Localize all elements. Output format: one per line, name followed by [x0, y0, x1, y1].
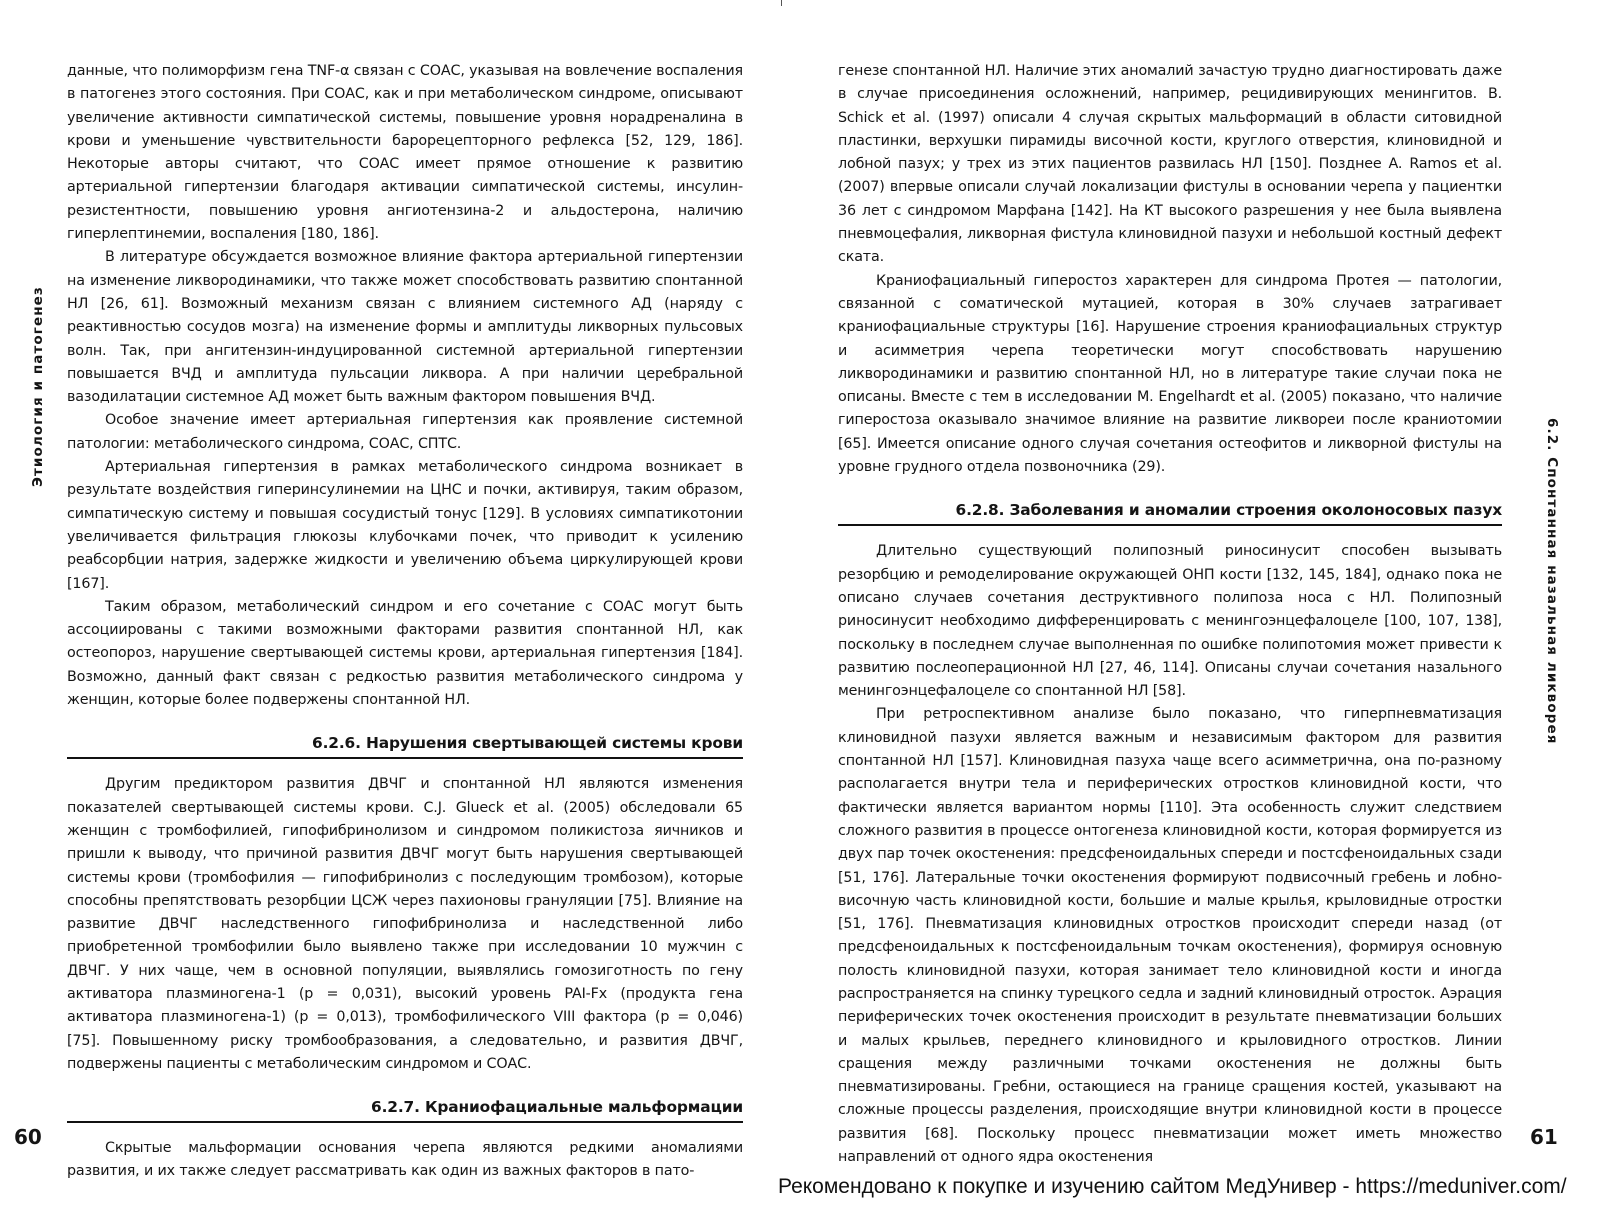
left-running-title: Этиология и патогенез [30, 286, 46, 487]
left-paragraph-4: Артериальная гипертензия в рамках метаболического синдрома возникает в результате воздействия гиперинсулинемии на ЦНС и почки, активируя, таким образом, симпатическую систему и повышая сосудистый тонус [129]. В условиях симпатикотонии увеличивается фильтрация глюкозы клубочками почек, что приводит к усилению реабсорбции натрия, задержке жидкости и увеличению объема циркулирующей крови [167]. [67, 459, 743, 592]
section-heading-6-2-8: 6.2.8. Заболевания и аномалии строения околоносовых пазух [838, 499, 1502, 526]
right-paragraph-2: Краниофациальный гиперостоз характерен для синдрома Протея — патологии, связанной с соматической мутацией, которая в 30% случаев затрагивает краниофациальные структуры [16]. Нарушение строения краниофациальных структур и асимметрия черепа теоретически могут способствовать нарушению ликвородинамики и развитию спонтанной НЛ, но в литературе такие случаи пока не описаны. Вместе с тем в исследовании M. Engelhardt et al. (2005) показано, что наличие гиперостоза оказывало значимое влияние на развитие ликвореи после краниотомии [65]. Имеется описание одного случая сочетания остеофитов и ликворной фистулы на уровне грудного отдела позвоночника (29). [838, 272, 1502, 476]
left-paragraph-1: данные, что полиморфизм гена TNF-α связан с СОАС, указывая на вовлечение воспаления в патогенез этого состояния. При СОАС, как и при метаболическом синдроме, описывают увеличение активности симпатической системы, повышение уровня норадреналина в крови и уменьшение чувствительности барорецепторного рефлекса [52, 129, 186]. Некоторые авторы считают, что СОАС имеет прямое отношение к развитию артериальной гипертензии благодаря активации симпатической системы, инсулин-резистентности, повышению уровня ангиотензина-2 и альдостерона, наличию гиперлептинемии, воспаления [180, 186]. [67, 63, 743, 243]
right-page-body [838, 60, 1502, 1169]
right-paragraph-1: генезе спонтанной НЛ. Наличие этих аномалий зачастую трудно диагностировать даже в случае присоединения осложнений, например, рецидивирующих менингитов. B. Schick et al. (1997) описали 4 случая скрытых мальформаций в области ситовидной пластинки, верхушки пирамиды височной кости, круглого отверстия, клиновидной и лобной пазух; у трех из этих пациентов развилась НЛ [150]. Позднее A. Ramos et al. (2007) впервые описали случай локализации фистулы в основании черепа у пациентки 36 лет с синдромом Марфана [142]. На КТ высокого разрешения у нее была выявлена пневмоцефалия, ликворная фистула клиновидной пазухи и небольшой костный дефект ската. [838, 63, 1502, 266]
right-paragraph-4: При ретроспективном анализе было показано, что гиперпневматизация клиновидной пазухи является важным и независимым фактором для развития спонтанной НЛ [157]. Клиновидная пазуха чаще всего асимметрична, она по-разному располагается внутри тела и периферических отростков клиновидной кости, что фактически является вариантом нормы [110]. Эта особенность служит следствием сложного развития в процессе онтогенеза клиновидной кости, которая формируется из двух пар точек окостенения: предсфеноидальных спереди и постсфеноидальных сзади [51, 176]. Латеральные точки окостенения формируют подвисочный гребень и лобно-височную часть клиновидной кости, большие и малые крылья, крыловидные отростки [51, 176]. Пневматизация клиновидных отростков происходит спереди назад (от предсфеноидальных к постсфеноидальным точкам окостенения), формируя основную полость клиновидной пазухи, которая занимает тело клиновидной кости и иногда распространяется на спинку турецкого седла и задний клиновидный отросток. Аэрация периферических точек окостенения происходит в результате пневматизации больших и малых крыльев, переднего клиновидного и крыловидного отростков. Линии сращения между различными точками окостенения не должны быть пневматизированы. Гребни, остающиеся на границе сращения костей, указывают на сложные процессы разделения, происходящие внутри клиновидной кости в процессе развития [68]. Поскольку процесс пневматизации может иметь множество направлений от одного ядра окостенения [838, 706, 1502, 1166]
gutter-mark [781, 0, 782, 6]
left-paragraph-5: Таким образом, метаболический синдром и его сочетание с СОАС могут быть ассоциированы с такими возможными факторами развития спонтанной НЛ, как остеопороз, нарушение свертывающей системы крови, артериальная гипертензия [184]. Возможно, данный факт связан с редкостью развития метаболического синдрома у женщин, которые более подвержены спонтанной НЛ. [67, 598, 743, 709]
footer-recommendation: Рекомендовано к покупке и изучению сайтом МедУнивер - https://meduniver.com/ [778, 1175, 1567, 1198]
left-page-body [67, 60, 743, 1184]
left-paragraph-6: Другим предиктором развития ДВЧГ и спонтанной НЛ являются изменения показателей свертывающей системы крови. C.J. Glueck et al. (2005) обследовали 65 женщин с тромбофилией, гипофибринолизом и синдромом поликистоза яичников и пришли к выводу, что причиной развития ДВЧГ могут быть нарушения свертывающей системы крови (тромбофилия — гипофибринолиз с последующим тромбозом), которые способны препятствовать резорбции ЦСЖ через пахионовы грануляции [75]. Влияние на развитие ДВЧГ наследственного гипофибринолиза и наследственной либо приобретенной тромбофилии было выявлено также при исследовании 10 мужчин с ДВЧГ. У них чаще, чем в основной популяции, выявлялись гомозиготность по гену активатора плазминогена-1 (p = 0,031), высокий уровень PAI-Fx (продукта гена активатора плазминогена-1) (p = 0,013), тромбофилического VIII фактора (p = 0,046) [75]. Повышенному риску тромбообразования, а следовательно, и развития ДВЧГ, подвержены пациенты с метаболическим синдромом и СОАС. [67, 776, 743, 1072]
right-paragraph-3: Длительно существующий полипозный риносинусит способен вызывать резорбцию и ремоделирование окружающей ОНП кости [132, 145, 184], однако пока не описано случаев сочетания деструктивного полипоза носа с НЛ. Полипозный риносинусит необходимо дифференцировать с менингоэнцефалоцеле [100, 107, 138], поскольку в последнем случае выполненная по ошибке полипотомия может привести к развитию послеоперационной НЛ [27, 46, 114]. Описаны случаи сочетания назального менингоэнцефалоцеле со спонтанной НЛ [58]. [838, 543, 1502, 700]
right-page-number: 61 [1530, 1125, 1558, 1149]
right-running-title: 6.2. Спонтанная назальная ликворея [1544, 418, 1560, 745]
left-paragraph-3: Особое значение имеет артериальная гипертензия как проявление системной патологии: метаболического синдрома, СОАС, СПТС. [67, 412, 743, 452]
section-heading-6-2-6: 6.2.6. Нарушения свертывающей системы крови [67, 732, 743, 759]
left-page-number: 60 [14, 1125, 42, 1149]
section-heading-6-2-7: 6.2.7. Краниофациальные мальформации [67, 1096, 743, 1123]
left-paragraph-2: В литературе обсуждается возможное влияние фактора артериальной гипертензии на изменение ликвородинамики, что также может способствовать развитию спонтанной НЛ [26, 61]. Возможный механизм связан с влиянием системного АД (наряду с реактивностью сосудов мозга) на изменение формы и амплитуды ликворных пульсовых волн. Так, при ангитензин-индуцированной системной артериальной гипертензии повышается ВЧД и амплитуда пульсации ликвора. А при наличии церебральной вазодилатации системное АД может быть важным фактором повышения ВЧД. [67, 249, 743, 406]
left-paragraph-7: Скрытые мальформации основания черепа являются редкими аномалиями развития, и их также следует рассматривать как один из важных факторов в пато- [67, 1140, 743, 1180]
